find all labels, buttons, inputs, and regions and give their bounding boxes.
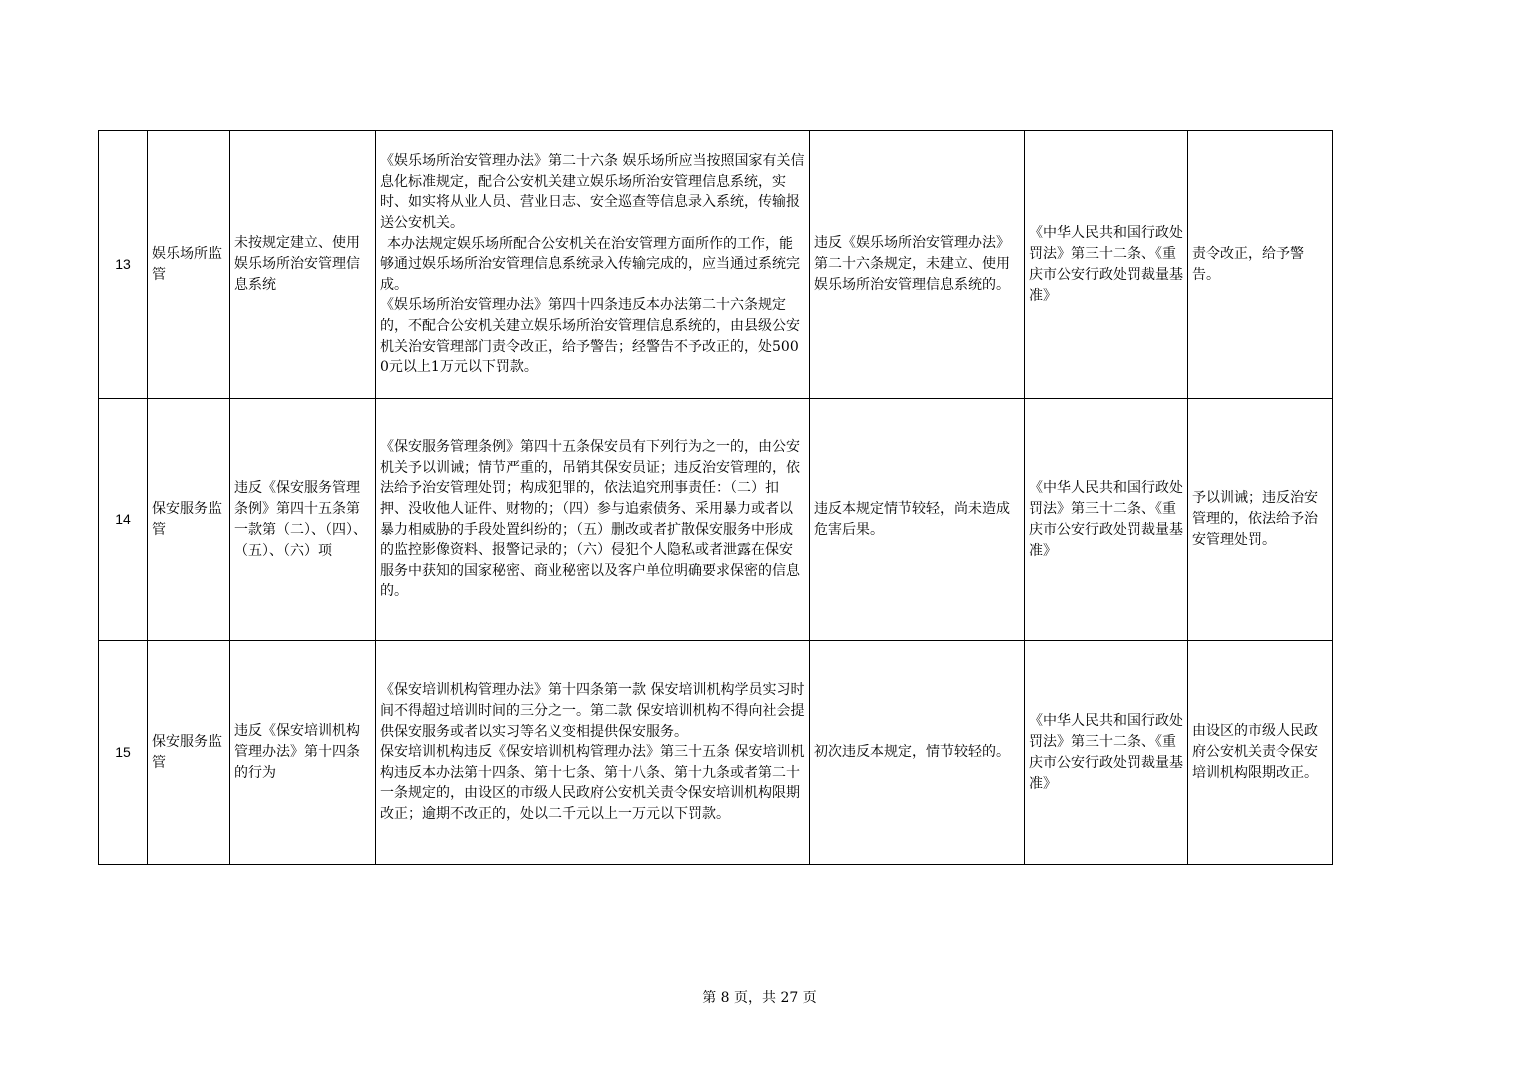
category-cell: 保安服务监管	[148, 399, 230, 641]
basis-cell	[376, 131, 810, 399]
basis-paragraph: 本办法规定娱乐场所配合公安机关在治安管理方面所作的工作，能够通过娱乐场所治安管理信息系统录入传输完成的，应当通过系统完成。	[380, 235, 800, 293]
basis-paragraph: 《娱乐场所治安管理办法》第四十四条违反本办法第二十六条规定的，不配合公安机关建立娱乐场所治安管理信息系统的，由县级公安机关治安管理部门责令改正，给予警告；经警告不予改正的，处5000元以上1万元以下罚款。	[380, 297, 800, 376]
category-cell: 保安服务监管	[148, 641, 230, 865]
measure-cell: 责令改正，给予警告。	[1188, 131, 1333, 399]
regulation-table	[98, 130, 1333, 865]
measure-cell: 予以训诫；违反治安管理的，依法给予治安管理处罚。	[1188, 399, 1333, 641]
table-row	[99, 131, 1333, 399]
table-row	[99, 641, 1333, 865]
circumstance-cell: 初次违反本规定，情节较轻的。	[810, 641, 1025, 865]
page-footer: 第 8 页，共 27 页	[702, 990, 817, 1006]
circumstance-cell: 违反本规定情节较轻，尚未造成危害后果。	[810, 399, 1025, 641]
legal-basis-cell: 《中华人民共和国行政处罚法》第三十二条、《重庆市公安行政处罚裁量基准》	[1025, 641, 1188, 865]
row-number: 15	[99, 641, 148, 865]
measure-cell: 由设区的市级人民政府公安机关责令保安培训机构限期改正。	[1188, 641, 1333, 865]
basis-paragraph: 《娱乐场所治安管理办法》第二十六条 娱乐场所应当按照国家有关信息化标准规定，配合公安机关建立娱乐场所治安管理信息系统，实时、如实将从业人员、营业日志、安全巡查等信息录入系统，传输报送公安机关。	[380, 153, 805, 232]
item-cell: 未按规定建立、使用娱乐场所治安管理信息系统	[230, 131, 376, 399]
legal-basis-cell: 《中华人民共和国行政处罚法》第三十二条、《重庆市公安行政处罚裁量基准》	[1025, 399, 1188, 641]
item-cell: 违反《保安服务管理条例》第四十五条第一款第（二）、（四）、（五）、（六）项	[230, 399, 376, 641]
row-number: 14	[99, 399, 148, 641]
basis-paragraph: 《保安培训机构管理办法》第十四条第一款 保安培训机构学员实习时间不得超过培训时间的三分之一。第二款 保安培训机构不得向社会提供保安服务或者以实习等名义变相提供保安服务。	[380, 682, 805, 740]
legal-basis-cell: 《中华人民共和国行政处罚法》第三十二条、《重庆市公安行政处罚裁量基准》	[1025, 131, 1188, 399]
circumstance-cell: 违反《娱乐场所治安管理办法》第二十六条规定，未建立、使用娱乐场所治安管理信息系统的。	[810, 131, 1025, 399]
basis-cell	[376, 641, 810, 865]
category-cell: 娱乐场所监管	[148, 131, 230, 399]
row-number: 13	[99, 131, 148, 399]
basis-paragraph: 《保安服务管理条例》第四十五条保安员有下列行为之一的，由公安机关予以训诫；情节严重的，吊销其保安员证；违反治安管理的，依法给予治安管理处罚；构成犯罪的，依法追究刑事责任：（二）扣押、没收他人证件、财物的；（四）参与追索债务、采用暴力或者以暴力相威胁的手段处置纠纷的；（五）删改或者扩散保安服务中形成的监控影像资料、报警记录的；（六）侵犯个人隐私或者泄露在保安服务中获知的国家秘密、商业秘密以及客户单位明确要求保密的信息的。	[380, 439, 800, 600]
item-cell: 违反《保安培训机构管理办法》第十四条的行为	[230, 641, 376, 865]
basis-paragraph: 保安培训机构违反《保安培训机构管理办法》第三十五条 保安培训机构违反本办法第十四条、第十七条、第十八条、第十九条或者第二十一条规定的，由设区的市级人民政府公安机关责令保安培训机构限期改正；逾期不改正的，处以二千元以上一万元以下罚款。	[380, 744, 805, 822]
basis-cell	[376, 399, 810, 641]
table-row	[99, 399, 1333, 641]
